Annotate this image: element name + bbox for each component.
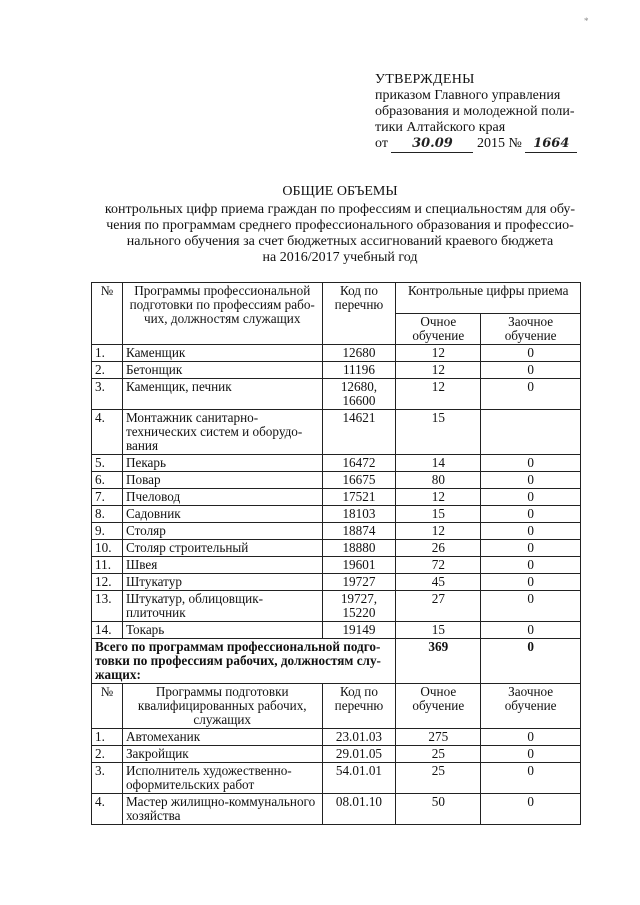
table-row [92, 763, 581, 794]
row-code: 18880 [322, 540, 396, 557]
row-program-name: Каменщик, печник [122, 379, 322, 410]
header-program: Программы профессиональной подготовки по профессиям рабо-чих, должностям служащих [122, 283, 322, 345]
year-text: 2015 № [476, 136, 522, 151]
row-correspondence: 0 [481, 345, 581, 362]
row-correspondence: 0 [481, 523, 581, 540]
row-correspondence: 0 [481, 362, 581, 379]
handwritten-number: 1664 [525, 136, 577, 153]
row-code: 19727, 15220 [322, 591, 396, 622]
row-code: 18103 [322, 506, 396, 523]
table-row [92, 362, 581, 379]
row-fulltime: 12 [396, 379, 481, 410]
row-fulltime: 15 [396, 410, 481, 455]
table-row [92, 794, 581, 825]
table-row [92, 622, 581, 639]
table-row [92, 489, 581, 506]
row-program-name: Пекарь [122, 455, 322, 472]
row-number: 4. [92, 410, 123, 455]
header-code: Код по перечню [322, 283, 396, 345]
row-program-name: Швея [122, 557, 322, 574]
header-control-figures: Контрольные цифры приема [396, 283, 581, 314]
row-number: 9. [92, 523, 123, 540]
row-program-name: Садовник [122, 506, 322, 523]
row-code: 23.01.03 [322, 729, 396, 746]
row-number: 4. [92, 794, 123, 825]
header-fulltime: Очное обучение [396, 314, 481, 345]
row-program-name: Мастер жилищно-коммунального хозяйства [122, 794, 322, 825]
approval-line-1: приказом Главного управления [375, 88, 561, 103]
row-number: 5. [92, 455, 123, 472]
row-correspondence: 0 [481, 506, 581, 523]
row-correspondence: 0 [481, 455, 581, 472]
row-code: 54.01.01 [322, 763, 396, 794]
heading-line-4: на 2016/2017 учебный год [262, 250, 418, 265]
row-program-name: Бетонщик [122, 362, 322, 379]
approval-block [375, 72, 577, 153]
total-label: Всего по программам профессиональной подго-товки по профессиям рабочих, должностям слу-жащих: [92, 639, 396, 684]
table-row [92, 410, 581, 455]
row-correspondence [481, 410, 581, 455]
row-number: 2. [92, 362, 123, 379]
table2-header-row [92, 684, 581, 729]
document-heading [90, 184, 590, 266]
row-correspondence: 0 [481, 379, 581, 410]
table1-total-row [92, 639, 581, 684]
row-correspondence: 0 [481, 540, 581, 557]
table-row [92, 574, 581, 591]
row-fulltime: 275 [396, 729, 481, 746]
row-fulltime: 25 [396, 746, 481, 763]
t2-header-no: № [92, 684, 123, 729]
row-program-name: Столяр строительный [122, 540, 322, 557]
approval-date-line [375, 136, 577, 153]
row-fulltime: 27 [396, 591, 481, 622]
row-fulltime: 80 [396, 472, 481, 489]
table-row [92, 746, 581, 763]
approval-title: УТВЕРЖДЕНЫ [375, 72, 475, 87]
row-fulltime: 15 [396, 622, 481, 639]
row-code: 12680, 16600 [322, 379, 396, 410]
row-number: 7. [92, 489, 123, 506]
row-code: 14621 [322, 410, 396, 455]
row-number: 10. [92, 540, 123, 557]
row-fulltime: 12 [396, 345, 481, 362]
row-code: 08.01.10 [322, 794, 396, 825]
approval-line-3: тики Алтайского края [375, 120, 506, 135]
row-program-name: Монтажник санитарно-технических систем и оборудо-вания [122, 410, 322, 455]
corner-mark: * [584, 16, 589, 26]
row-correspondence: 0 [481, 472, 581, 489]
table-row [92, 379, 581, 410]
row-code: 18874 [322, 523, 396, 540]
row-program-name: Штукатур [122, 574, 322, 591]
t2-header-code: Код по перечню [322, 684, 396, 729]
table-row [92, 472, 581, 489]
row-correspondence: 0 [481, 763, 581, 794]
row-number: 1. [92, 729, 123, 746]
row-fulltime: 50 [396, 794, 481, 825]
table-row [92, 345, 581, 362]
row-correspondence: 0 [481, 489, 581, 506]
row-program-name: Столяр [122, 523, 322, 540]
table1-body [92, 345, 581, 639]
row-correspondence: 0 [481, 794, 581, 825]
table-row [92, 455, 581, 472]
row-number: 2. [92, 746, 123, 763]
heading-title: ОБЩИЕ ОБЪЕМЫ [282, 184, 398, 199]
row-correspondence: 0 [481, 622, 581, 639]
heading-line-2: чения по программам среднего профессионального образования и профессио- [106, 218, 574, 233]
table1-header-row [92, 283, 581, 314]
row-fulltime: 26 [396, 540, 481, 557]
row-number: 12. [92, 574, 123, 591]
row-correspondence: 0 [481, 729, 581, 746]
row-code: 16472 [322, 455, 396, 472]
row-program-name: Штукатур, облицовщик-плиточник [122, 591, 322, 622]
row-program-name: Токарь [122, 622, 322, 639]
total-correspondence: 0 [481, 639, 581, 684]
row-fulltime: 12 [396, 362, 481, 379]
table2-body [92, 729, 581, 825]
row-program-name: Каменщик [122, 345, 322, 362]
row-program-name: Автомеханик [122, 729, 322, 746]
row-fulltime: 45 [396, 574, 481, 591]
row-number: 13. [92, 591, 123, 622]
heading-line-1: контрольных цифр приема граждан по профессиям и специальностям для обу- [104, 202, 576, 217]
header-correspondence: Заочное обучение [481, 314, 581, 345]
from-label: от [375, 136, 388, 151]
row-number: 11. [92, 557, 123, 574]
row-fulltime: 15 [396, 506, 481, 523]
total-fulltime: 369 [396, 639, 481, 684]
row-correspondence: 0 [481, 591, 581, 622]
row-correspondence: 0 [481, 746, 581, 763]
row-fulltime: 14 [396, 455, 481, 472]
table-row [92, 540, 581, 557]
admission-table [91, 282, 581, 825]
row-code: 29.01.05 [322, 746, 396, 763]
row-code: 17521 [322, 489, 396, 506]
row-fulltime: 12 [396, 489, 481, 506]
row-program-name: Пчеловод [122, 489, 322, 506]
row-code: 19601 [322, 557, 396, 574]
row-code: 12680 [322, 345, 396, 362]
row-correspondence: 0 [481, 574, 581, 591]
table-row [92, 729, 581, 746]
row-correspondence: 0 [481, 557, 581, 574]
row-number: 14. [92, 622, 123, 639]
row-fulltime: 25 [396, 763, 481, 794]
table-row [92, 591, 581, 622]
row-number: 3. [92, 379, 123, 410]
row-number: 6. [92, 472, 123, 489]
row-number: 8. [92, 506, 123, 523]
row-code: 19149 [322, 622, 396, 639]
row-program-name: Повар [122, 472, 322, 489]
table-row [92, 557, 581, 574]
row-code: 11196 [322, 362, 396, 379]
row-code: 16675 [322, 472, 396, 489]
row-fulltime: 12 [396, 523, 481, 540]
row-program-name: Закройщик [122, 746, 322, 763]
row-program-name: Исполнитель художественно-оформительских работ [122, 763, 322, 794]
row-code: 19727 [322, 574, 396, 591]
t2-header-correspondence: Заочное обучение [481, 684, 581, 729]
table-row [92, 506, 581, 523]
approval-line-2: образования и молодежной поли- [375, 104, 575, 119]
t2-header-program: Программы подготовки квалифицированных рабочих, служащих [122, 684, 322, 729]
heading-line-3: нального обучения за счет бюджетных ассигнований краевого бюджета [126, 234, 554, 249]
header-no: № [92, 283, 123, 345]
table-row [92, 523, 581, 540]
t2-header-fulltime: Очное обучение [396, 684, 481, 729]
row-fulltime: 72 [396, 557, 481, 574]
handwritten-date: 30.09 [391, 136, 473, 153]
row-number: 3. [92, 763, 123, 794]
row-number: 1. [92, 345, 123, 362]
